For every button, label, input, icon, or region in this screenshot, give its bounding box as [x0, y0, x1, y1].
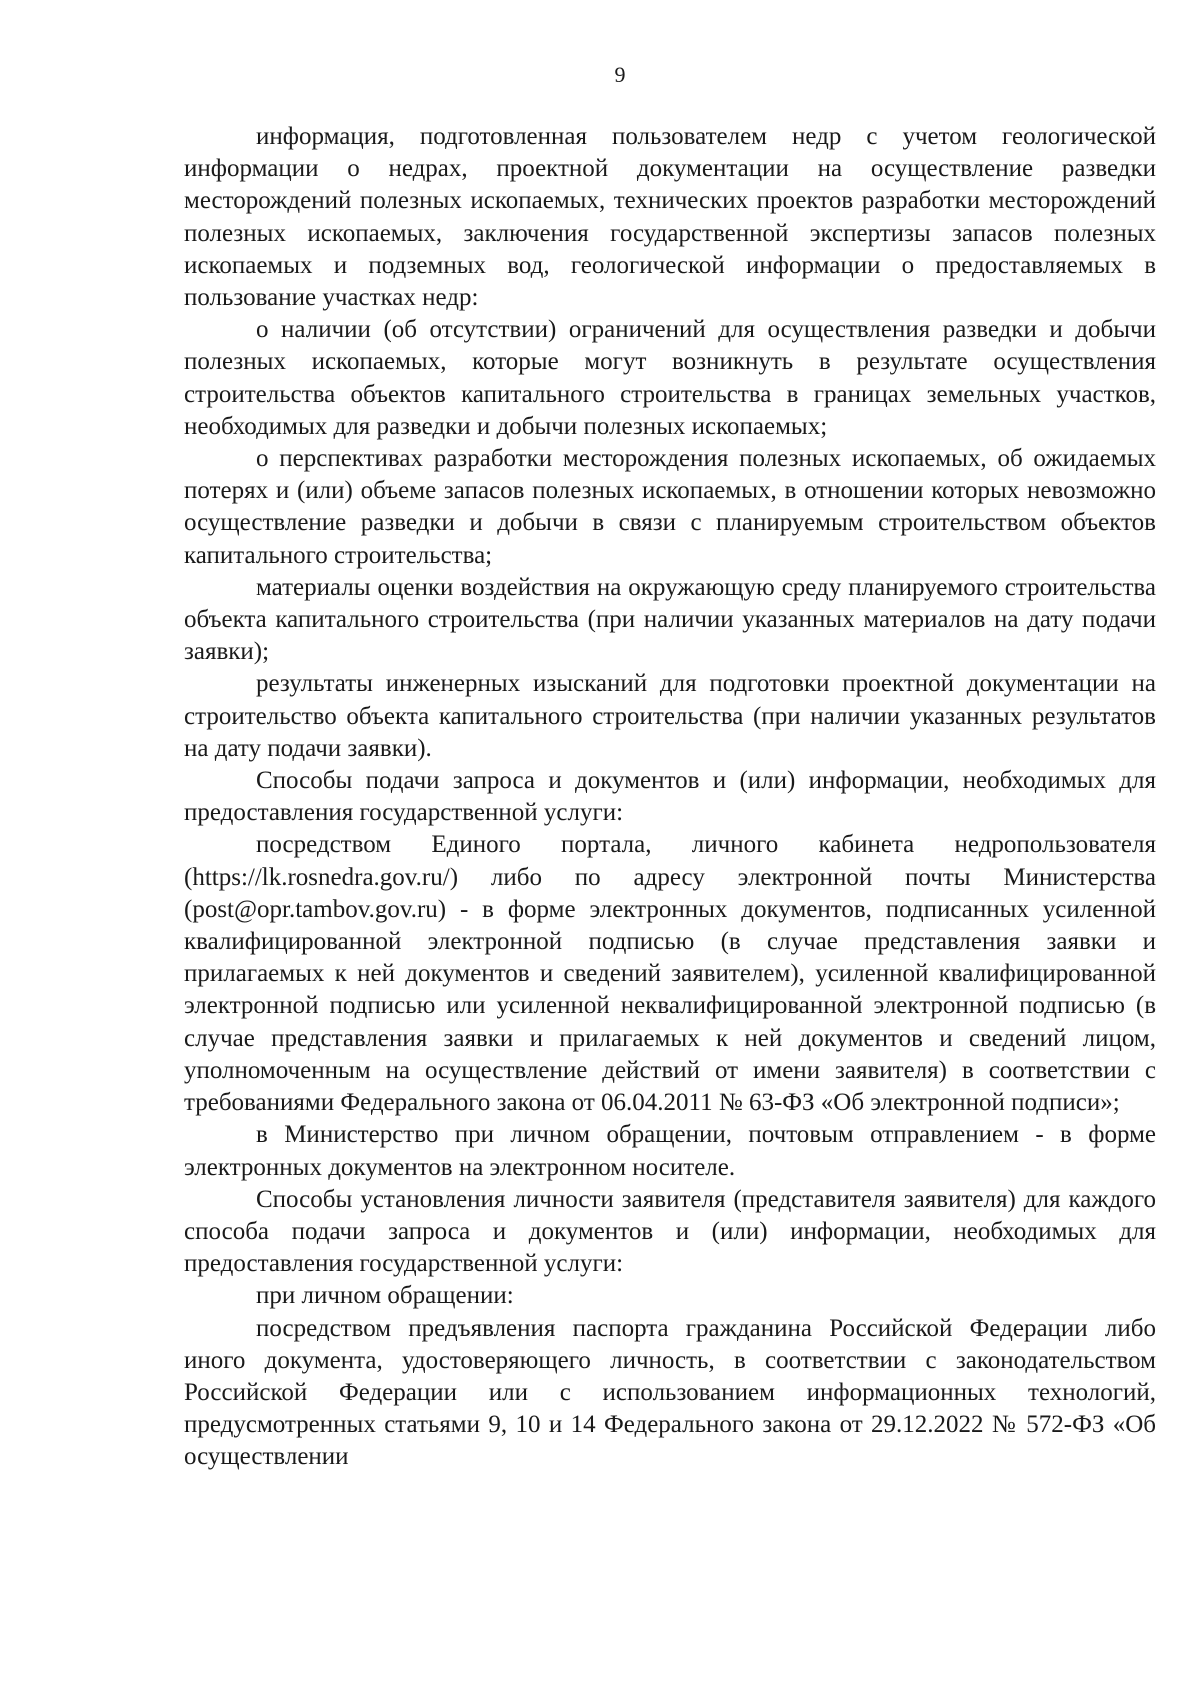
paragraph-personal-visit: при личном обращении:: [256, 1282, 514, 1310]
paragraph-environmental-assessment: материалы оценки воздействия на окружающую среду планируемого строительства объекта капитального строительства (при наличии указанных материалов на дату подачи заявки);: [184, 573, 1156, 666]
paragraph-engineering-surveys: результаты инженерных изысканий для подготовки проектной документации на строительство объекта капитального строительства (при наличии указанных результатов на дату подачи заявки).: [184, 670, 1156, 762]
paragraph-ministry-submission: в Министерство при личном обращении, почтовым отправлением - в форме электронных документов на электронном носителе.: [184, 1121, 1156, 1181]
paragraph-geological-info: информация, подготовленная пользователем недр с учетом геологической информации о недрах, проектной документации на осуществление разведки месторождений полезных ископаемых, технических проектов разработки месторождений полезных ископаемых, заключения государственной экспертизы запасов полезных ископаемых и подземных вод, геологической информации о предоставляемых в пользование участках недр:: [184, 123, 1156, 312]
document-body: [184, 121, 1156, 1474]
paragraph-passport: посредством предъявления паспорта гражданина Российской Федерации либо иного документа, удостоверяющего личность, в соответствии с законодательством Российской Федерации или с использованием информационных технологий, предусмотренных статьями 9, 10 и 14 Федерального закона от 29.12.2022 № 572-ФЗ «Об осуществлении: [184, 1314, 1156, 1471]
page-number: 9: [614, 62, 626, 87]
paragraph-identity-methods: Способы установления личности заявителя (представителя заявителя) для каждого способа подачи запроса и документов и (или) информации, необходимых для предоставления государственной услуги:: [184, 1185, 1156, 1278]
paragraph-electronic-submission: посредством Единого портала, личного кабинета недропользователя (https://lk.rosnedra.gov.ru/) либо по адресу электронной почты Министерства (post@opr.tambov.gov.ru) - в форме электронных документов, подписанных усиленной квалифицированной электронной подписью (в случае представления заявки и прилагаемых к ней документов и сведений заявителем), усиленной квалифицированной электронной подписью или усиленной неквалифицированной электронной подписью (в случае представления заявки и прилагаемых к ней документов и сведений лицом, уполномоченным на осуществление действий от имени заявителя) в соответствии с требованиями Федерального закона от 06.04.2011 № 63-ФЗ «Об электронной подписи»;: [184, 831, 1156, 1117]
paragraph-restrictions: о наличии (об отсутствии) ограничений для осуществления разведки и добычи полезных ископаемых, которые могут возникнуть в результате осуществления строительства объектов капитального строительства в границах земельных участков, необходимых для разведки и добычи полезных ископаемых;: [184, 316, 1156, 440]
paragraph-submission-methods: Способы подачи запроса и документов и (или) информации, необходимых для предоставления государственной услуги:: [184, 767, 1156, 827]
paragraph-prospects: о перспективах разработки месторождения полезных ископаемых, об ожидаемых потерях и (или) объеме запасов полезных ископаемых, в отношении которых невозможно осуществление разведки и добычи в связи с планируемым строительством объектов капитального строительства;: [184, 445, 1156, 569]
